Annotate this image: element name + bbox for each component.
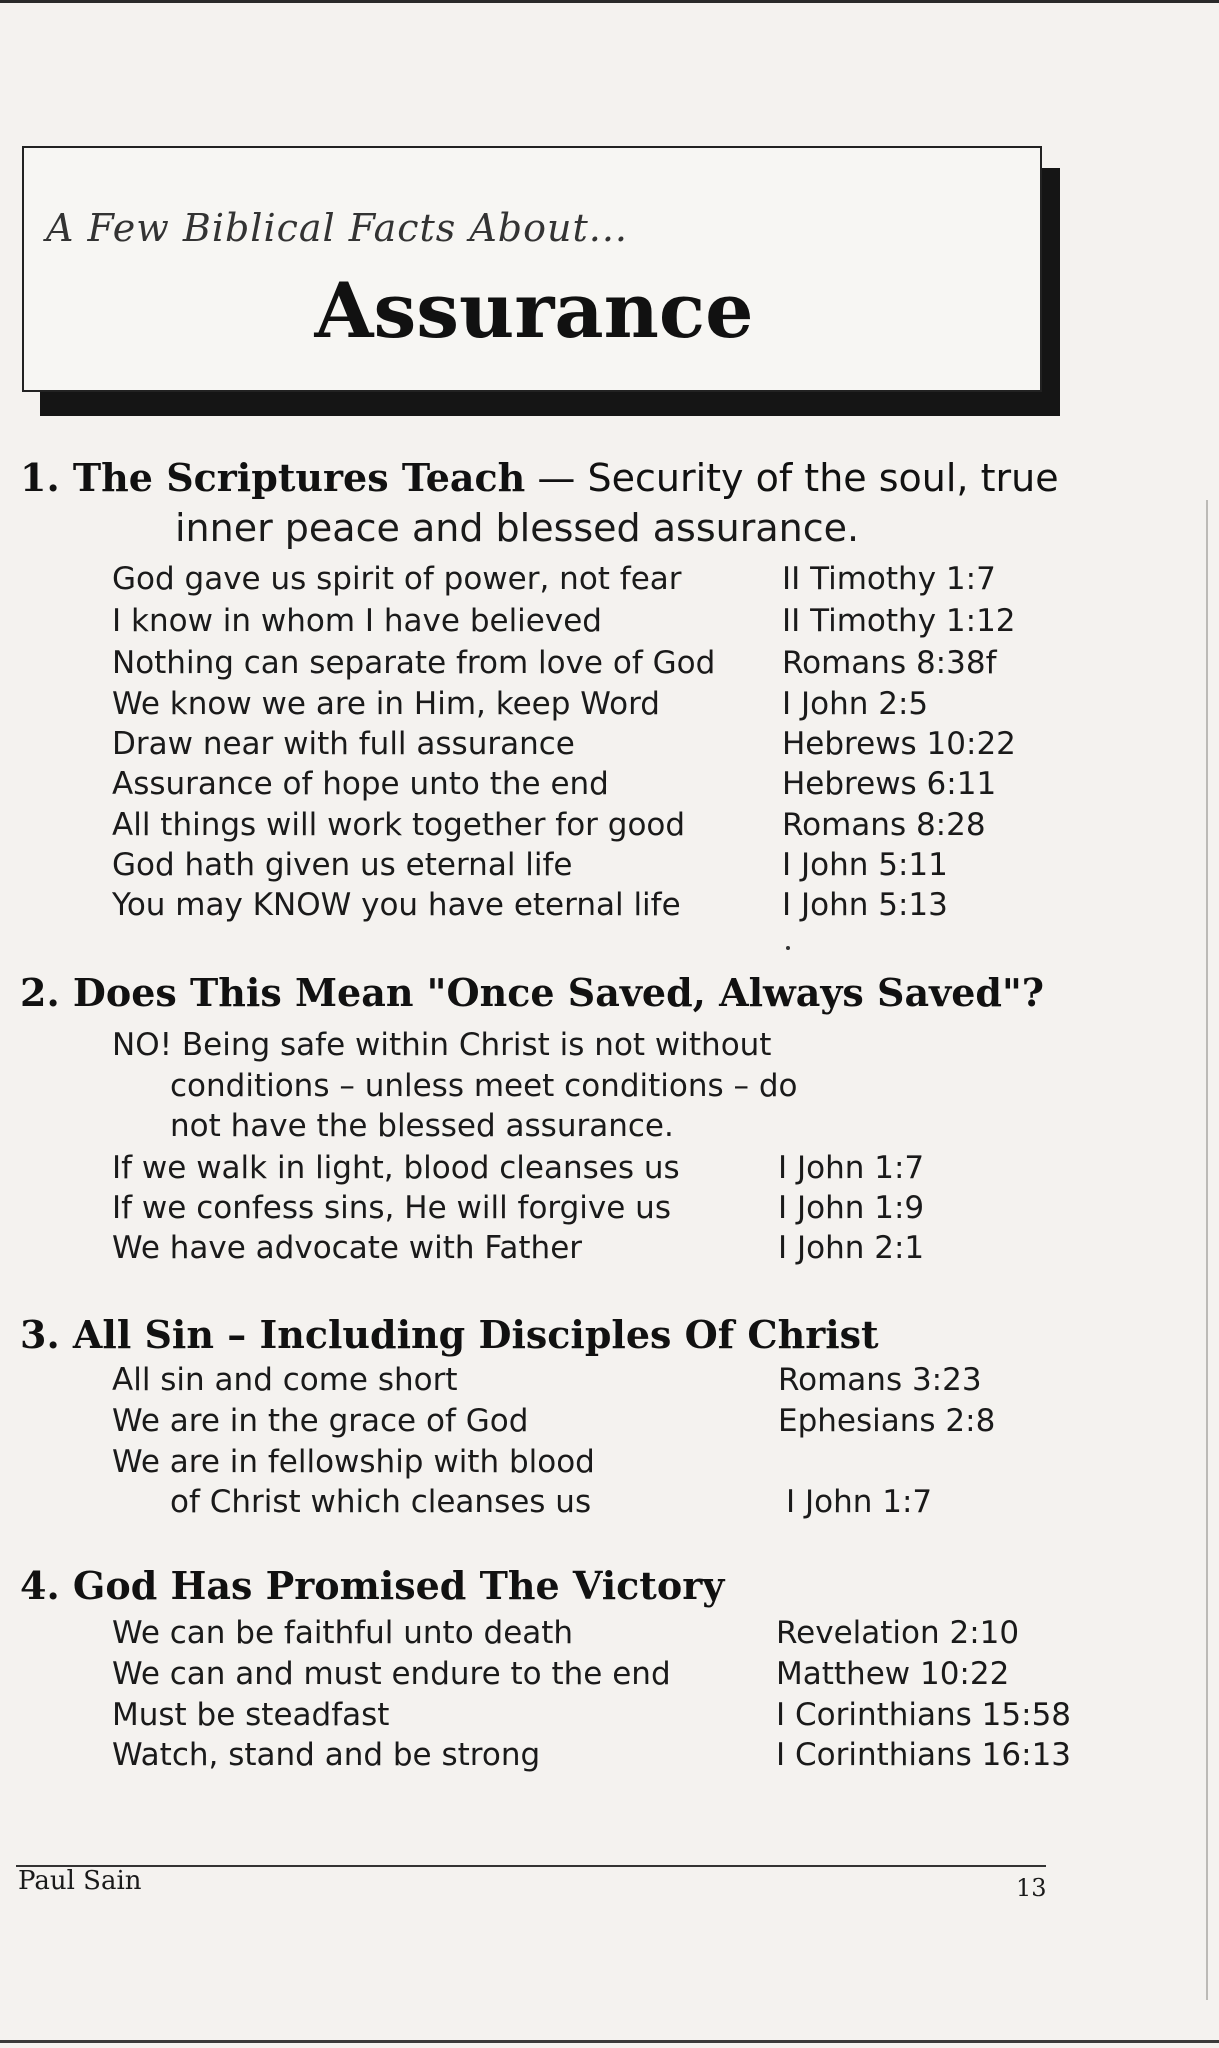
list-item	[0, 1484, 1219, 1524]
item-text: of Christ which cleanses us	[170, 1484, 592, 1520]
title-box	[22, 146, 1042, 392]
scripture-ref: II Timothy 1:7	[782, 561, 996, 597]
item-text: not have the blessed assurance.	[170, 1108, 674, 1144]
section-heading: 3. All Sin – Including Disciples Of Christ	[20, 1312, 879, 1357]
item-text: If we confess sins, He will forgive us	[112, 1190, 671, 1226]
footer-rule	[16, 1865, 1046, 1867]
page-bottom-edge	[0, 2040, 1219, 2043]
scripture-ref: I John 2:5	[782, 686, 929, 722]
stray-dot	[786, 946, 790, 950]
list-item	[0, 1068, 1219, 1108]
list-item	[0, 1027, 1219, 1067]
list-item	[0, 1737, 1219, 1777]
section-heading	[20, 455, 1059, 500]
item-text: Nothing can separate from love of God	[112, 645, 716, 681]
list-item	[0, 561, 1219, 601]
page-title: Assurance	[314, 266, 754, 355]
list-item	[0, 1108, 1219, 1148]
scripture-ref: Romans 3:23	[778, 1362, 982, 1398]
list-item	[0, 603, 1219, 643]
page-top-edge	[0, 0, 1219, 3]
list-item	[0, 1656, 1219, 1696]
list-item	[0, 1697, 1219, 1737]
item-text: All things will work together for good	[112, 807, 686, 843]
item-text: We can and must endure to the end	[112, 1656, 671, 1692]
list-item	[0, 807, 1219, 847]
item-text: We have advocate with Father	[112, 1230, 583, 1266]
scripture-ref: I John 1:7	[786, 1484, 933, 1520]
list-item	[0, 1615, 1219, 1655]
item-text: If we walk in light, blood cleanses us	[112, 1150, 680, 1186]
item-text: We are in the grace of God	[112, 1403, 529, 1439]
list-item	[0, 1403, 1219, 1443]
item-text: God hath given us eternal life	[112, 847, 573, 883]
item-text: I know in whom I have believed	[112, 603, 602, 639]
list-item	[0, 766, 1219, 806]
list-item	[0, 1362, 1219, 1402]
list-item	[0, 726, 1219, 766]
list-item	[0, 1150, 1219, 1190]
scripture-ref: I Corinthians 16:13	[776, 1737, 1072, 1773]
footer-author: Paul Sain	[18, 1866, 142, 1896]
item-text: God gave us spirit of power, not fear	[112, 561, 682, 597]
section-heading-rest: — Security of the soul, true	[525, 456, 1059, 500]
item-text: We are in fellowship with blood	[112, 1444, 595, 1480]
list-item	[0, 887, 1219, 927]
section-heading-bold: 1. The Scriptures Teach	[20, 455, 526, 500]
item-text: Draw near with full assurance	[112, 726, 575, 762]
scripture-ref: I John 1:7	[778, 1150, 925, 1186]
item-text: Assurance of hope unto the end	[112, 766, 609, 802]
list-item	[0, 1230, 1219, 1270]
scripture-ref: Romans 8:28	[782, 807, 986, 843]
list-item	[0, 686, 1219, 726]
scripture-ref: I John 2:1	[778, 1230, 925, 1266]
list-item	[0, 1190, 1219, 1230]
item-text: All sin and come short	[112, 1362, 458, 1398]
item-text: conditions – unless meet conditions – do	[170, 1068, 798, 1104]
section-heading-continuation: inner peace and blessed assurance.	[175, 506, 860, 550]
scripture-ref: Revelation 2:10	[776, 1615, 1020, 1651]
scripture-ref: I Corinthians 15:58	[776, 1697, 1072, 1733]
page-number: 13	[1016, 1874, 1047, 1902]
title-kicker: A Few Biblical Facts About...	[46, 206, 628, 250]
section-heading: 2. Does This Mean "Once Saved, Always Saved"?	[20, 970, 1045, 1015]
scripture-ref: Hebrews 10:22	[782, 726, 1016, 762]
scripture-ref: I John 5:11	[782, 847, 948, 883]
item-text: NO! Being safe within Christ is not without	[112, 1027, 772, 1063]
scripture-ref: II Timothy 1:12	[782, 603, 1016, 639]
item-text: You may KNOW you have eternal life	[112, 887, 681, 923]
scripture-ref: Hebrews 6:11	[782, 766, 997, 802]
scripture-ref: Matthew 10:22	[776, 1656, 1010, 1692]
item-text: We know we are in Him, keep Word	[112, 686, 660, 722]
scripture-ref: Romans 8:38f	[782, 645, 997, 681]
list-item	[0, 645, 1219, 685]
scripture-ref: Ephesians 2:8	[778, 1403, 996, 1439]
scripture-ref: I John 5:13	[782, 887, 948, 923]
list-item	[0, 847, 1219, 887]
section-heading: 4. God Has Promised The Victory	[20, 1563, 725, 1608]
list-item	[0, 1444, 1219, 1484]
item-text: Watch, stand and be strong	[112, 1737, 541, 1773]
scripture-ref: I John 1:9	[778, 1190, 925, 1226]
item-text: We can be faithful unto death	[112, 1615, 574, 1651]
item-text: Must be steadfast	[112, 1697, 390, 1733]
